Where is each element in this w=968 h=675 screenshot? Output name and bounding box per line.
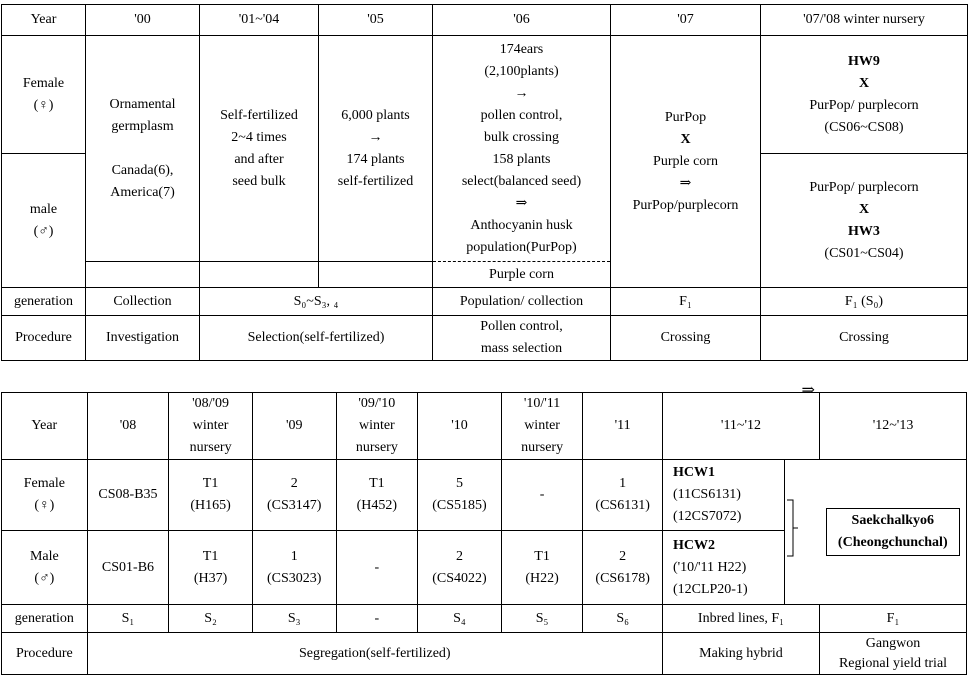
generation2-10-11: S₅ (501, 605, 583, 633)
female-label-2: Female (♀) (2, 460, 88, 531)
generation-07-08: F₁ (S₀) (761, 288, 968, 316)
cell-line: (CS4022) (432, 570, 487, 586)
cell-line: 5 (455, 476, 463, 492)
generation2-09: S₃ (252, 605, 336, 633)
header2-year: Year (2, 393, 88, 460)
male-10 (418, 531, 502, 605)
female-label: Female (♀) (2, 36, 86, 154)
female-11 (583, 460, 663, 531)
cell-07-08-female: HW9 X PurPop/ purplecorn (CS06~CS08) (761, 36, 968, 154)
cell-line: (H22) (525, 570, 559, 586)
female-row-2 (2, 460, 967, 531)
cell-00: Ornamental germplasm Canada(6), America(7) (86, 36, 200, 262)
cell-06-purple-corn: Purple corn (433, 262, 611, 288)
cell-line: (CS3147) (267, 498, 322, 514)
procedure-07: Crossing (611, 316, 761, 361)
cell-line: 1 (290, 548, 298, 564)
procedure-01-05: Selection(self-fertilized) (200, 316, 433, 361)
procedure-00: Investigation (86, 316, 200, 361)
procedure-label: Procedure (2, 316, 86, 361)
header2-08: '08 (87, 393, 169, 460)
cell-line: (H165) (190, 498, 231, 514)
female-08 (87, 460, 169, 531)
generation-01-05: S₀~S₃, ₄ (200, 288, 433, 316)
female-10 (418, 460, 502, 531)
male-09-10 (336, 531, 418, 605)
procedure-row (2, 316, 968, 361)
generation-label: generation (2, 288, 86, 316)
generation2-08-09: S₂ (169, 605, 253, 633)
header2-12-13: '12~'13 (820, 393, 967, 460)
cell-line: T1 (369, 476, 385, 492)
breeding-table-2008-2013 (1, 382, 967, 675)
procedure-07-08: Crossing (761, 316, 968, 361)
result-box: Saekchalkyo6 (Cheongchunchal) (826, 508, 960, 556)
cell-line: T1 (534, 548, 550, 564)
procedure2-regional-trial: Gangwon Regional yield trial (820, 633, 967, 675)
cell-line: CS01-B6 (101, 559, 155, 575)
generation-row-2 (2, 605, 967, 633)
female-row (2, 36, 968, 154)
cell-line: CS08-B35 (98, 487, 158, 503)
male-label-2: Male (♂) (2, 531, 88, 605)
hcw2-cell: HCW2 ('10/'11 H22) (12CLP20-1) (662, 531, 784, 605)
female-09-10 (336, 460, 418, 531)
male-09 (252, 531, 336, 605)
female-08-09 (169, 460, 253, 531)
procedure-row-2 (2, 633, 967, 675)
cell-01-04: Self-fertilized 2~4 times and after seed bulk (200, 36, 319, 262)
header-row-2 (2, 393, 967, 460)
bracket-icon (785, 460, 819, 596)
cell-line: - (374, 559, 380, 575)
male-08 (87, 531, 169, 605)
cell-line: (CS5185) (432, 498, 487, 514)
cell-line: (CS3023) (267, 570, 322, 586)
female-10-11 (501, 460, 583, 531)
procedure2-segregation: Segregation(self-fertilized) (87, 633, 662, 675)
cell-line: (H452) (356, 498, 398, 514)
header2-09: '09 (252, 393, 336, 460)
generation2-11: S₆ (583, 605, 663, 633)
male-label: male (♂) (2, 154, 86, 288)
male-10-11 (501, 531, 583, 605)
cell-line: T1 (202, 548, 219, 564)
header-07-08-winter: '07/'08 winter nursery (761, 5, 968, 36)
cell-line: 2 (619, 548, 627, 564)
cell-06: 174ears (2,100plants) → pollen control, bulk crossing 158 plants select(balanced seed) ⇒ Anthocyanin husk population(PurPop) (433, 36, 611, 262)
cell-05: 6,000 plants → 174 plants self-fertilized (319, 36, 433, 262)
cell-line: (H37) (193, 570, 228, 586)
cell-line: (CS6131) (595, 498, 650, 514)
header-year: Year (2, 5, 86, 36)
generation2-08: S₁ (87, 605, 169, 633)
cell-line: T1 (202, 476, 219, 492)
cell-line: 2 (290, 476, 298, 492)
male-11 (583, 531, 663, 605)
generation-07: F₁ (611, 288, 761, 316)
bracket-arrow-cell: ⇒ (785, 460, 820, 605)
male-08-09 (169, 531, 253, 605)
header-05: '05 (319, 5, 433, 36)
hcw1-cell: HCW1 (11CS6131) (12CS7072) (662, 460, 784, 531)
cell-line: - (539, 487, 545, 503)
cell-05-bottom (319, 262, 433, 288)
header2-09-10: '09/'10 winter nursery (336, 393, 418, 460)
header-00: '00 (86, 5, 200, 36)
procedure2-making-hybrid: Making hybrid (662, 633, 819, 675)
header2-11: '11 (583, 393, 663, 460)
generation2-10: S₄ (418, 605, 502, 633)
generation2-09-10: - (336, 605, 418, 633)
cell-01-bottom (200, 262, 319, 288)
cell-line: 2 (455, 548, 463, 564)
generation-row (2, 288, 968, 316)
header2-10: '10 (418, 393, 502, 460)
generation-00: Collection (86, 288, 200, 316)
generation2-11-12: Inbred lines, F₁ (662, 605, 819, 633)
procedure-06-line1: Pollen control, (480, 319, 563, 334)
header2-10-11: '10/'11 winter nursery (501, 393, 583, 460)
header-06: '06 (433, 5, 611, 36)
cell-line: 1 (619, 476, 627, 492)
header2-08-09: '08/'09 winter nursery (169, 393, 253, 460)
generation-label-2: generation (2, 605, 88, 633)
header2-11-12: '11~'12 (662, 393, 819, 460)
header-01-04: '01~'04 (200, 5, 319, 36)
generation2-12-13: F₁ (820, 605, 967, 633)
result-cell (820, 460, 967, 605)
cell-00-bottom (86, 262, 200, 288)
procedure-06-line2: mass selection (480, 341, 563, 356)
breeding-table-2000-2008 (1, 4, 968, 361)
generation-06: Population/ collection (433, 288, 611, 316)
procedure-06 (433, 316, 611, 361)
procedure-label-2: Procedure (2, 633, 88, 675)
cell-07-08-male: PurPop/ purplecorn X HW3 (CS01~CS04) (761, 154, 968, 288)
cell-07: PurPop X Purple corn ⇒ PurPop/purplecorn (611, 36, 761, 288)
header-07: '07 (611, 5, 761, 36)
cell-line: (CS6178) (595, 570, 650, 586)
female-09 (252, 460, 336, 531)
header-row (2, 5, 968, 36)
